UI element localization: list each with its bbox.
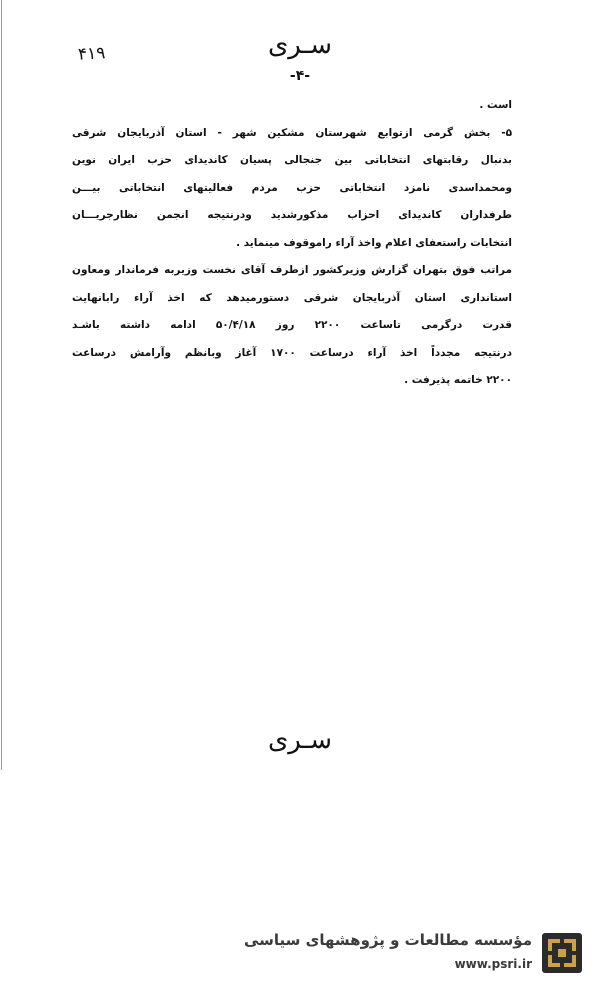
body-line: درنتیجه مجدداً اخذ آراء درساعت ۱۷۰۰ آغاز وبانظم وآرامش درساعت	[72, 346, 512, 359]
body-line: مراتب فوق بتهران گزارش وزیرکشور ازطرف آقای نخست وزیربه فرماندار ومعاون	[72, 264, 512, 276]
body-line: انتخابات راستعفای اعلام واخذ آراء راموقوف مینماید .	[236, 236, 512, 249]
page-edge-rule	[1, 0, 2, 770]
institute-url[interactable]: www.psri.ir	[454, 957, 532, 971]
body-line: طرفداران کاندیدای احزاب مذکورشدید ودرنتیجه انجمن نظارجریـــان	[72, 209, 512, 221]
classification-footer: سـری	[267, 725, 333, 755]
body-line: قدرت درگرمی تاساعت ۲۲۰۰ روز ۵۰/۴/۱۸ ادامه داشته باشـد	[72, 319, 513, 331]
body-line: است .	[479, 99, 512, 111]
body-line: ۵- بخش گرمی ازتوابع شهرستان مشکین شهر - استان آذربایجان شرقی	[72, 126, 512, 139]
body-line: ومحمداسدی نامزد انتخاباتی حزب مردم فعالیتهای انتخاباتی بیـــن	[72, 181, 512, 194]
body-line: بدنبال رقابتهای انتخاباتی بین جنجالی پسیان کاندیدای حزب ایران نوین	[72, 154, 512, 166]
document-body	[72, 92, 512, 395]
institute-footer	[243, 925, 590, 981]
page-number: -۴-	[289, 68, 311, 84]
psri-logo-icon	[542, 933, 582, 973]
document-number: ۴۱۹	[77, 43, 106, 65]
body-line: استانداری استان آذربایجان شرقی دستورمیدهد که اخذ آراء رابانهایت	[72, 291, 512, 304]
classification-header: سـری	[267, 30, 333, 60]
institute-name: مؤسسه مطالعات و پژوهشهای سیاسی	[243, 931, 532, 949]
body-line: ۲۲۰۰ خاتمه پذیرفت .	[404, 374, 512, 386]
